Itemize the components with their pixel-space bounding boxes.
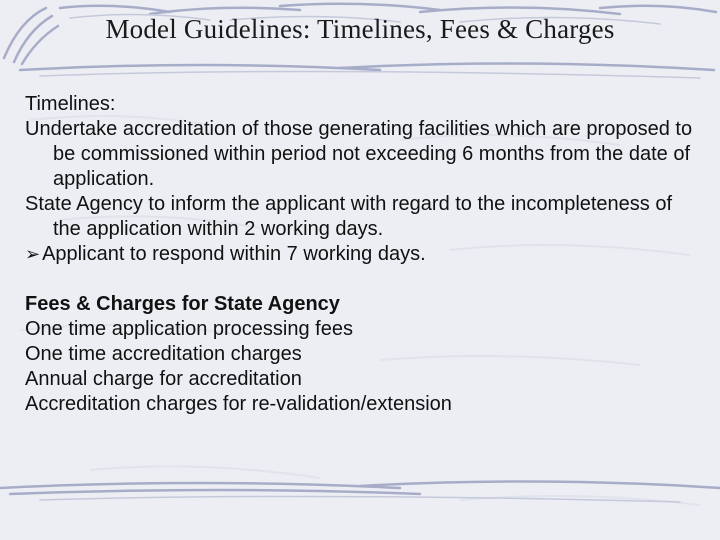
timelines-item-state-agency: State Agency to inform the applicant with regard to the incompleteness of the application within 2 working days. — [25, 193, 673, 240]
timelines-heading: Timelines: — [25, 93, 116, 115]
timelines-subitem-text: Applicant to respond within 7 working days. — [42, 243, 426, 265]
fees-item: Accreditation charges for re-validation/extension — [25, 393, 452, 415]
timelines-subitem — [25, 242, 705, 267]
slide-title: Model Guidelines: Timelines, Fees & Charges — [105, 14, 615, 44]
fees-heading: Fees & Charges for State Agency — [25, 293, 340, 315]
fees-item: One time accreditation charges — [25, 343, 302, 365]
arrow-bullet-icon: ➢ — [25, 244, 41, 265]
timelines-item-accreditation: Undertake accreditation of those generating facilities which are proposed to be commissioned within period not exceeding 6 months from the date of application. — [25, 118, 693, 190]
slide-body — [25, 92, 705, 417]
fees-item: One time application processing fees — [25, 318, 353, 340]
fees-item: Annual charge for accreditation — [25, 368, 302, 390]
